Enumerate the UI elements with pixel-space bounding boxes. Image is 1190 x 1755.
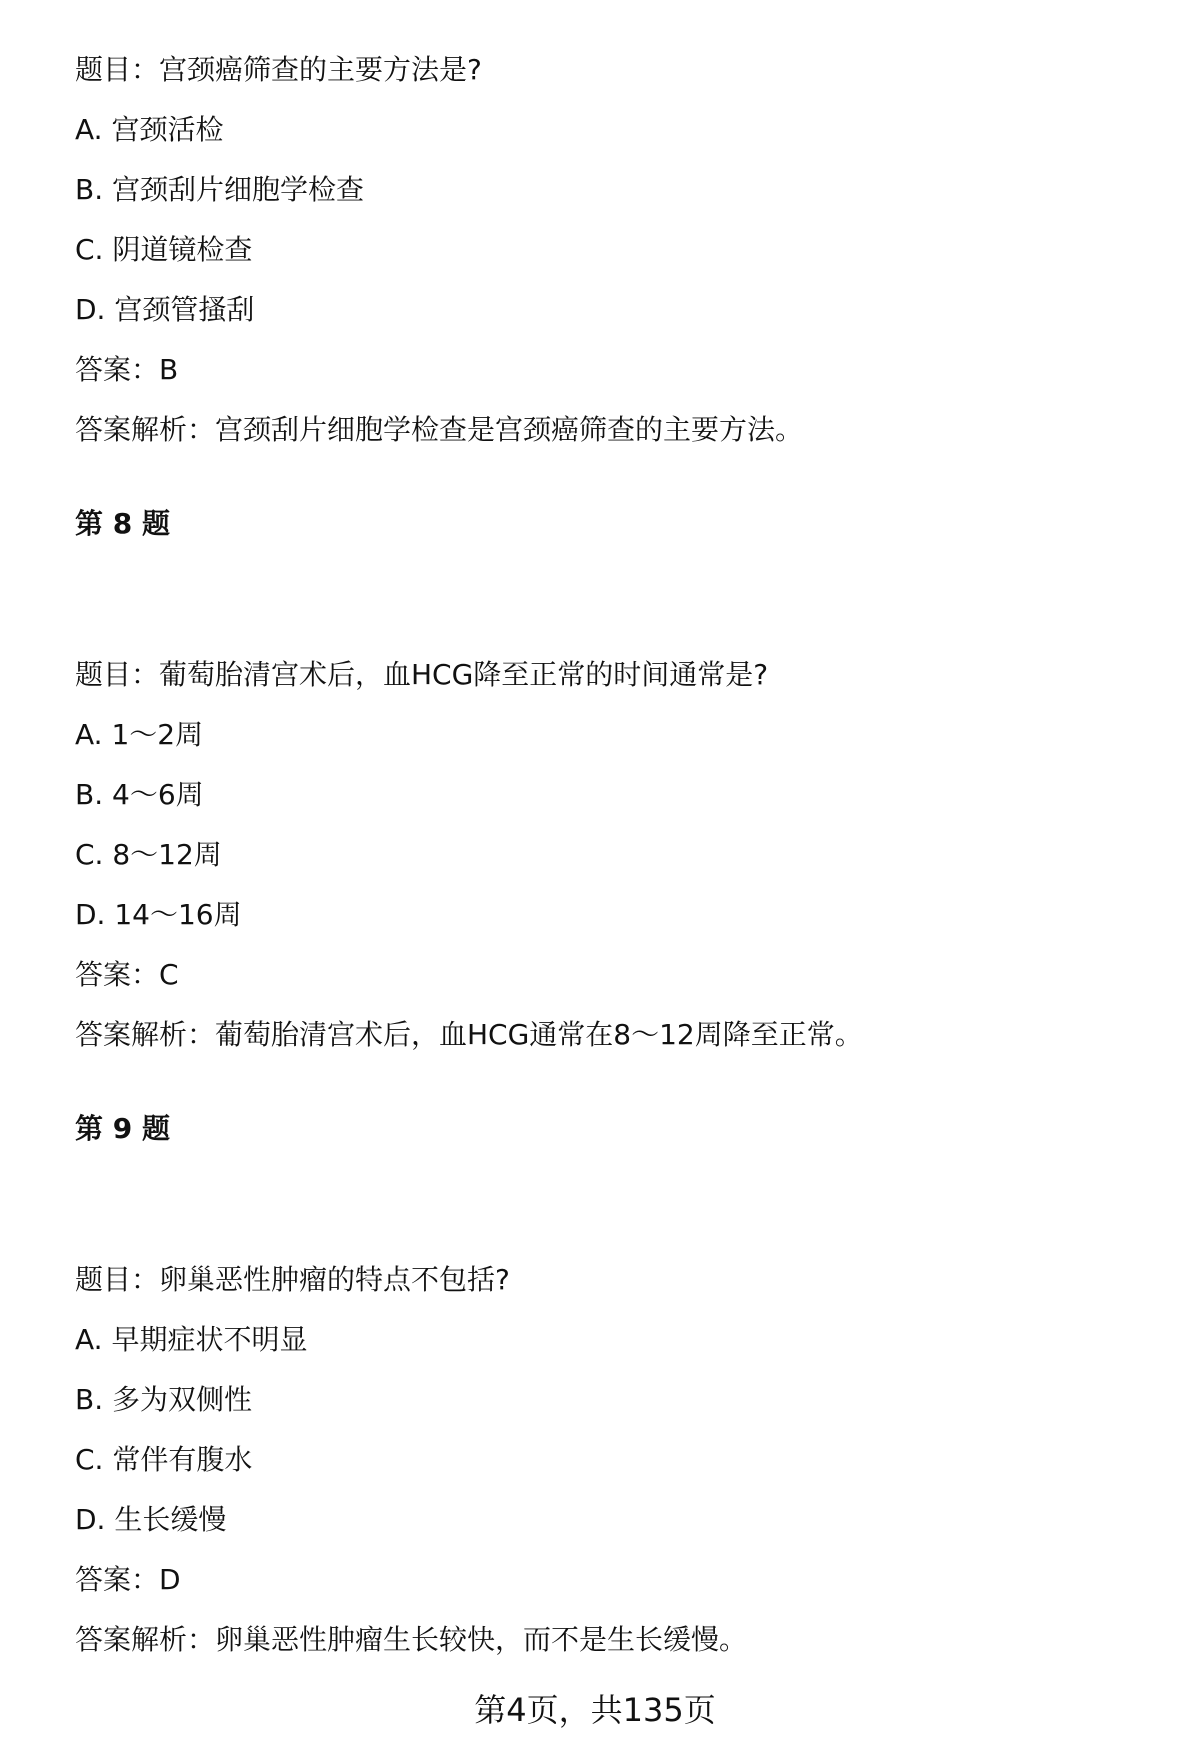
answer-analysis: 答案解析：宫颈刮片细胞学检查是宫颈癌筛查的主要方法。 (75, 413, 804, 446)
option-c: C. 8～12周 (75, 838, 222, 871)
question-heading: 第 8 题 (75, 507, 170, 540)
answer-analysis: 答案解析：卵巢恶性肿瘤生长较快，而不是生长缓慢。 (75, 1623, 748, 1656)
option-d: D. 14～16周 (75, 898, 242, 931)
answer: 答案：B (75, 353, 179, 386)
option-d: D. 生长缓慢 (75, 1503, 227, 1536)
page-number: 第4页，共135页 (474, 1691, 716, 1729)
answer-analysis: 答案解析：葡萄胎清宫术后，血HCG通常在8～12周降至正常。 (75, 1018, 863, 1051)
option-c: C. 常伴有腹水 (75, 1443, 253, 1476)
option-a: A. 1～2周 (75, 718, 204, 751)
option-b: B. 多为双侧性 (75, 1383, 253, 1416)
answer: 答案：D (75, 1563, 181, 1596)
option-b: B. 4～6周 (75, 778, 204, 811)
option-a: A. 早期症状不明显 (75, 1323, 308, 1356)
question-text: 题目：卵巢恶性肿瘤的特点不包括? (75, 1263, 510, 1296)
option-b: B. 宫颈刮片细胞学检查 (75, 173, 365, 206)
question-text: 题目：葡萄胎清宫术后，血HCG降至正常的时间通常是? (75, 658, 769, 691)
question-heading: 第 9 题 (75, 1112, 170, 1145)
option-a: A. 宫颈活检 (75, 113, 224, 146)
answer: 答案：C (75, 958, 179, 991)
option-d: D. 宫颈管搔刮 (75, 293, 255, 326)
option-c: C. 阴道镜检查 (75, 233, 253, 266)
question-text: 题目：宫颈癌筛查的主要方法是? (75, 53, 482, 86)
